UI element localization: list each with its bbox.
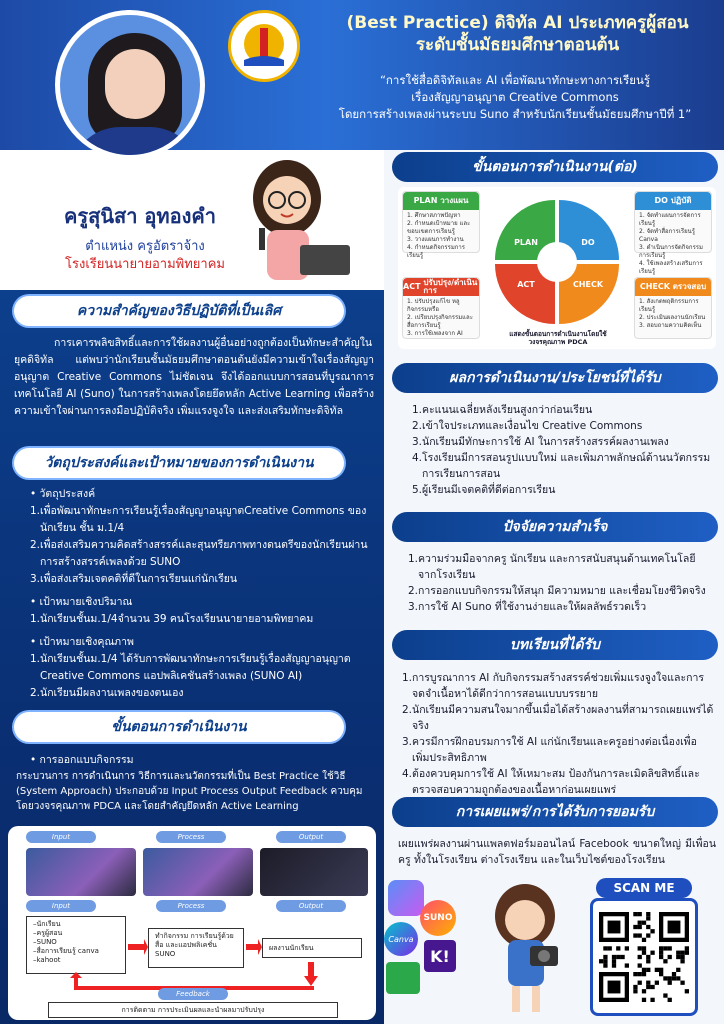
ipo-feedback-tag: Feedback bbox=[158, 988, 228, 1000]
pdca-plan-label: PLAN bbox=[514, 238, 538, 247]
procedure-block bbox=[16, 752, 376, 814]
act-box: ACT ปรับปรุง/ดำเนินการ 1. ปรับปรุงแก้ไข หลูกิจกรรมหรือ 2. เปรียบปรุงกิจกรรมและสื่อการเรียนรู้ 3. การใช้เพลงจาก AI bbox=[402, 277, 480, 339]
importance-body: การเคารพลิขสิทธิ์และการใช้ผลงานผู้อื่นอย่างถูกต้องเป็นทักษะสำคัญในยุคดิจิทัล แต่พบว่านักเรียนชั้นมัธยมศึกษาตอนต้นยังมีความเข้าใจเรื่องสัญญาอนุญาต Creative Commons ไม่ชัดเจน จึงได้ออกแบบการสอนที่บูรณาการเทคโนโลยี AI (Suno) ในการสร้างเพลงโดยยึดหลัก Active Learning เพื่อสร้างความเข้าใจผ่านการลงมือปฏิบัติจริง เพิ่มแรงจูงใจ และส่งเสริมทักษะดิจิทัล bbox=[14, 337, 374, 417]
cartoon-girl-camera bbox=[470, 880, 580, 1020]
check-item: 3. สอบถามความคิดเห็น bbox=[639, 322, 702, 329]
ipo-input-tag: Input bbox=[26, 831, 96, 843]
app-icon-blue bbox=[388, 880, 424, 916]
classroom-icon bbox=[386, 962, 420, 994]
ipo-diagram bbox=[8, 826, 376, 1020]
objectives-title: • วัตถุประสงค์ bbox=[30, 488, 96, 500]
plan-item: 1. ศึกษาสภาพปัญหา bbox=[407, 212, 461, 219]
act-item: 1. ปรับปรุงแก้ไข หลูกิจกรรมหรือ bbox=[407, 298, 460, 313]
check-item: 1. สังเกตพฤติกรรมการเรียนรู้ bbox=[639, 298, 699, 313]
pdca-check-label: CHECK bbox=[572, 280, 604, 289]
objective-item: 3.เพื่อส่งเสริมเจตคติที่ดีในการเรียนแก่นักเรียน bbox=[30, 573, 238, 585]
pdca-heading: ขั้นตอนการดำเนินงาน(ต่อ) bbox=[392, 152, 718, 182]
ipo-output-box: ผลงานนักเรียน bbox=[262, 938, 362, 958]
do-item: 3. ดำเนินการจัดกิจกรรมการเรียนรู้ bbox=[639, 244, 703, 259]
importance-heading: ความสำคัญของวิธีปฏิบัติที่เป็นเลิศ bbox=[14, 296, 344, 326]
pdca-act-label: ACT bbox=[517, 280, 535, 289]
quant-list bbox=[16, 611, 376, 628]
kahoot-icon: K! bbox=[424, 940, 456, 972]
result-item: 4.โรงเรียนมีการสอนรูปแบบใหม่ และเพิ่มภาพลักษณ์ด้านนวัตกรรมการเรียนการสอน bbox=[412, 452, 711, 480]
result-item: 3.นักเรียนมีทักษะการใช้ AI ในการสร้างสรรค์ผลงานเพลง bbox=[412, 436, 669, 448]
project-quote: “การใช้สื่อดิจิทัลและ AI เพื่อพัฒนาทักษะทางการเรียนรู้ เรื่องสัญญาอนุญาต Creative Commons โดยการสร้างเพลงผ่านระบบ Suno สำหรับนักเรียนชั้นมัธยมศึกษาปีที่ 1” bbox=[338, 73, 692, 121]
ipo-output-tag-2: Output bbox=[276, 900, 346, 912]
pdca-cycle bbox=[492, 197, 622, 327]
plan-item: 2. กำหนดเป้าหมาย และขอบเขตการเรียนรู้ bbox=[407, 220, 471, 235]
canva-icon: Canva bbox=[384, 922, 418, 956]
result-item: 5.ผู้เรียนมีเจตคติที่ดีต่อการเรียน bbox=[412, 484, 556, 496]
pdca-caption: แสดงขั้นตอนการดำเนินงานโดยใช้ วงจรคุณภาพ PDCA bbox=[509, 330, 607, 346]
quant-item: 1.นักเรียนชั้นม.1/4จำนวน 39 คนโรงเรียนนายายอามพิทยาคม bbox=[30, 613, 314, 625]
success-heading: ปัจจัยความสำเร็จ bbox=[392, 512, 718, 542]
teacher-position: ตำแหน่ง ครูอัตราจ้าง bbox=[85, 239, 205, 254]
ipo-process-tag-2: Process bbox=[156, 900, 226, 912]
ipo-input-item: –สื่อการเรียนรู้ canva bbox=[33, 947, 99, 955]
poster-title: (Best Practice) ดิจิทัล AI ประเภทครูผู้สอน ระดับชั้นมัธยมศึกษาตอนต้น bbox=[346, 13, 689, 55]
check-item: 2. ประเมินผลงานนักเรียน bbox=[639, 314, 706, 321]
success-item: 1.ความร่วมมือจากครู นักเรียน และการสนับสนุนด้านเทคโนโลยีจากโรงเรียน bbox=[408, 553, 696, 581]
objective-item: 1.เพื่อพัฒนาทักษะการเรียนรู้เรื่องสัญญาอนุญาตCreative Commons ของนักเรียน ชั้น ม.1/4 bbox=[30, 505, 367, 534]
school-logo bbox=[228, 10, 300, 82]
do-box: DO ปฏิบัติ 1. จัดทำแผนการจัดการเรียนรู้ 2. จัดทำสื่อการเรียนรู้ Canva 3. ดำเนินการจัดกิจกรรมการเรียนรู้ 4. ใช้เพลงสร้างเสริมการเรียนรู้ bbox=[634, 191, 712, 253]
objectives-heading: วัตถุประสงค์และเป้าหมายของการดำเนินงาน bbox=[14, 448, 344, 478]
quant-title: • เป้าหมายเชิงปริมาณ bbox=[30, 596, 133, 608]
success-item: 2.การออกแบบกิจกรรมให้สนุก มีความหมาย และเชื่อมโยงชีวิตจริง bbox=[408, 585, 706, 597]
qual-list bbox=[16, 651, 376, 702]
act-item: 3. การใช้เพลงจาก AI bbox=[407, 330, 463, 337]
ipo-feedback-box: การติดตาม การประเมินผลและนำผลมาปรับปรุง bbox=[48, 1002, 338, 1018]
results-list bbox=[408, 402, 713, 498]
suno-icon: SUNO bbox=[420, 900, 456, 936]
success-list bbox=[404, 551, 709, 615]
lesson-item: 1.การบูรณาการ AI กับกิจกรรมสร้างสรรค์ช่วยเพิ่มแรงจูงใจและการจดจำเนื้อหาได้ดีกว่าการสอนแบบบรรยาย bbox=[402, 672, 705, 700]
pdca-diagram bbox=[398, 187, 716, 349]
plan-item: 4. กำหนดกิจกรรมการเรียนรู้ bbox=[407, 244, 465, 259]
qual-item: 1.นักเรียนชั้นม.1/4 ได้รับการพัฒนาทักษะการเรียนรู้เรื่องสัญญาอนุญาต Creative Commons แอปพลิเคชันสร้างเพลง (SUNO AI) bbox=[30, 653, 351, 682]
lessons-list bbox=[398, 670, 714, 798]
teacher-name: ครูสุนิสา อุทองคำ bbox=[64, 204, 216, 228]
dissemination-body: เผยแพร่ผลงานผ่านแพลตฟอร์มออนไลน์ Facebook ขนาดใหญ่ มีเพื่อนครู ทั้งในโรงเรียน ต่างโรงเรียน และในเว็บไซต์ของโรงเรียน bbox=[398, 838, 716, 866]
ipo-input-item: –ครูผู้สอน bbox=[33, 929, 63, 937]
objectives-block bbox=[16, 486, 376, 702]
lessons-heading: บทเรียนที่ได้รับ bbox=[392, 630, 718, 660]
lesson-item: 3.ควรมีการฝึกอบรมการใช้ AI แก่นักเรียนและครูอย่างต่อเนื่องเพื่อเพิ่มประสิทธิภาพ bbox=[402, 736, 697, 764]
cartoon-girl-illustration bbox=[245, 150, 355, 290]
check-box: CHECK ตรวจสอบ 1. สังเกตพฤติกรรมการเรียนรู้ 2. ประเมินผลงานนักเรียน 3. สอบถามความคิดเห็น bbox=[634, 277, 712, 339]
qual-item: 2.นักเรียนมีผลงานเพลงของตนเอง bbox=[30, 687, 184, 699]
ipo-process-box: ทำกิจกรรม การเรียนรู้ด้วยสื่อ และแอปพลิเคชั่น SUNO bbox=[148, 928, 244, 968]
design-title: • การออกแบบกิจกรรม bbox=[30, 754, 134, 766]
result-item: 2.เข้าใจประเภทและเงื่อนไข Creative Commons bbox=[412, 420, 643, 432]
plan-box: PLAN วางแผน 1. ศึกษาสภาพปัญหา 2. กำหนดเป้าหมาย และขอบเขตการเรียนรู้ 3. วางแผนการทำงาน 4. กำหนดกิจกรรมการเรียนรู้ bbox=[402, 191, 480, 253]
qr-code[interactable] bbox=[590, 898, 698, 1016]
results-heading: ผลการดำเนินงาน/ประโยชน์ที่ได้รับ bbox=[392, 363, 718, 393]
pdca-do-label: DO bbox=[581, 238, 595, 247]
ipo-process-tag: Process bbox=[156, 831, 226, 843]
ipo-input-item: –kahoot bbox=[33, 956, 61, 964]
success-item: 3.การใช้ AI Suno ที่ใช้งานง่ายและให้ผลลัพธ์รวดเร็ว bbox=[408, 601, 647, 613]
scan-me-label: SCAN ME bbox=[596, 878, 692, 898]
ipo-input-item: –SUNO bbox=[33, 938, 57, 946]
procedure-heading: ขั้นตอนการดำเนินงาน bbox=[14, 712, 344, 742]
ipo-output-tag: Output bbox=[276, 831, 346, 843]
teacher-school: โรงเรียนนายายอามพิทยาคม bbox=[65, 257, 225, 272]
result-item: 1.คะแนนเฉลี่ยหลังเรียนสูงกว่าก่อนเรียน bbox=[412, 404, 593, 416]
ipo-input-item: –นักเรียน bbox=[33, 920, 61, 928]
do-item: 1. จัดทำแผนการจัดการเรียนรู้ bbox=[639, 212, 701, 227]
design-body: กระบวนการ การดำเนินการ วิธีการและนวัตกรรมที่เป็น Best Practice ใช้วิธี (System Approach) ประกอบด้วย Input Process Output Feedback ควบคุมโดยวงจรคุณภาพ PDCA และโดยสำคัญยึดหลัก Active Learning bbox=[16, 771, 363, 812]
act-item: 2. เปรียบปรุงกิจกรรมและสื่อการเรียนรู้ bbox=[407, 314, 473, 329]
qual-title: • เป้าหมายเชิงคุณภาพ bbox=[30, 636, 134, 648]
objectives-list bbox=[16, 503, 376, 588]
dissemination-heading: การเผยแพร่/การได้รับการยอมรับ bbox=[392, 797, 718, 827]
lesson-item: 4.ต้องควบคุมการใช้ AI ให้เหมาะสม ป้องกันการละเมิดลิขสิทธิ์และตรวจสอบความถูกต้องของเนื้อหาก่อนเผยแพร่ bbox=[402, 768, 700, 796]
teacher-photo bbox=[55, 10, 205, 160]
ipo-input-tag-2: Input bbox=[26, 900, 96, 912]
do-item: 2. จัดทำสื่อการเรียนรู้ Canva bbox=[639, 228, 695, 243]
objective-item: 2.เพื่อส่งเสริมความคิดสร้างสรรค์และสุนทรียภาพทางดนตรีของนักเรียนผ่านการสร้างสรรค์เพลงด้วย SUNO bbox=[30, 539, 368, 568]
do-item: 4. ใช้เพลงสร้างเสริมการเรียนรู้ bbox=[639, 260, 703, 275]
lesson-item: 2.นักเรียนมีความสนใจมากขึ้นเมื่อได้สร้างผลงานที่สามารถเผยแพร่ได้จริง bbox=[402, 704, 714, 732]
plan-item: 3. วางแผนการทำงาน bbox=[407, 236, 464, 243]
qr-pattern bbox=[599, 907, 689, 1007]
